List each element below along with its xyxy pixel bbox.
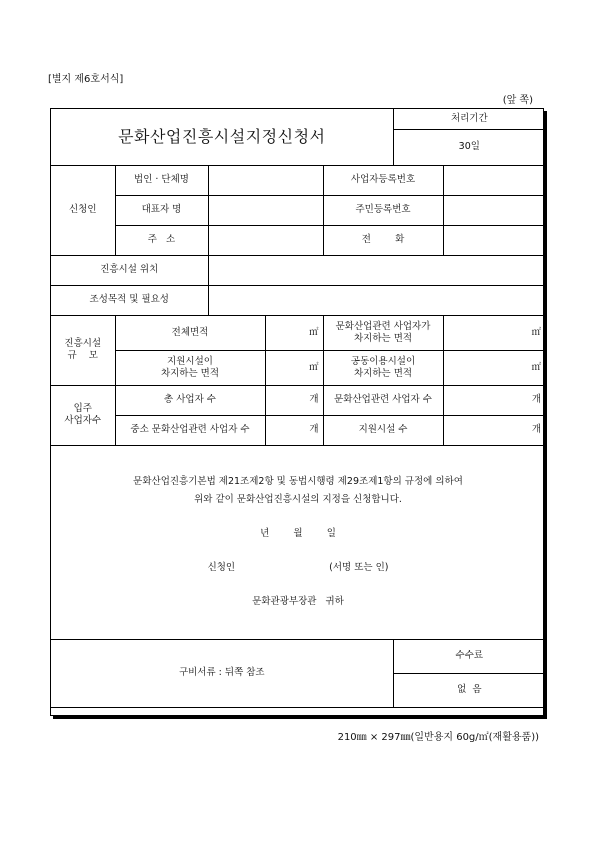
shared-area-field[interactable] [443,350,545,385]
rep-name-label: 대표자 명 [115,195,208,225]
address-label: 주 소 [115,225,208,255]
shared-area-label: 공동이용시설이 차지하는 면적 [323,350,443,385]
support-area-label: 지원시설이 차지하는 면적 [115,350,265,385]
declaration-applicant-label: 신청인 [207,562,236,574]
processing-period-value: 30일 [393,129,545,165]
phone-field[interactable] [443,225,545,255]
support-area-field[interactable] [265,350,323,385]
sme-tenants-label: 중소 문화산업관련 사업자 수 [115,415,265,445]
declaration-recipient: 문화관광부장관 귀하 [252,596,344,608]
related-tenants-field[interactable] [443,385,545,415]
related-tenants-label: 문화산업관련 사업자 수 [323,385,443,415]
total-area-field[interactable] [265,315,323,350]
tenants-label: 입주 사업자수 [51,385,115,445]
phone-label: 전 화 [323,225,443,255]
unit-count: 개 [531,424,542,436]
support-facilities-label: 지원시설 수 [323,415,443,445]
fee-value: 없 음 [393,673,545,707]
facility-location-field[interactable] [208,255,545,285]
biz-reg-no-label: 사업자등록번호 [323,165,443,195]
sme-tenants-field[interactable] [265,415,323,445]
application-form [50,108,544,716]
unit-sqm: ㎡ [308,361,319,373]
form-number-label: [별지 제6호서식] [48,74,124,85]
declaration-signature-label: (서명 또는 인) [329,562,389,574]
corp-name-label: 법인 · 단체명 [115,165,208,195]
applicant-label: 신청인 [51,165,115,255]
resident-no-label: 주민등록번호 [323,195,443,225]
total-tenants-label: 총 사업자 수 [115,385,265,415]
unit-count: 개 [531,394,542,406]
related-area-field[interactable] [443,315,545,350]
total-area-label: 전체면적 [115,315,265,350]
declaration-line2: 위와 같이 문화산업진흥시설의 지정을 신청합니다. [194,493,402,505]
corp-name-field[interactable] [208,165,323,195]
declaration-box [51,445,545,639]
declaration-line1: 문화산업진흥기본법 제21조제2항 및 동법시행령 제29조제1항의 규정에 의하여 [133,475,463,487]
resident-no-field[interactable] [443,195,545,225]
declaration-date: 년 월 일 [260,527,336,539]
attachments-label: 구비서류 : 뒤쪽 참조 [51,639,393,707]
unit-sqm: ㎡ [531,361,542,373]
form-title: 문화산업진흥시설지정신청서 [51,109,393,165]
fee-label: 수수료 [393,639,545,673]
address-field[interactable] [208,225,323,255]
purpose-label: 조성목적 및 필요성 [51,285,208,315]
biz-reg-no-field[interactable] [443,165,545,195]
processing-period-label: 처리기간 [393,109,545,129]
unit-sqm: ㎡ [531,326,542,338]
rep-name-field[interactable] [208,195,323,225]
page-side-label: (앞 쪽) [502,95,533,106]
unit-count: 개 [309,394,319,406]
unit-count: 개 [309,424,319,436]
unit-sqm: ㎡ [308,326,319,338]
facility-location-label: 진흥시설 위치 [51,255,208,285]
purpose-field[interactable] [208,285,545,315]
facility-scale-label: 진흥시설 규 모 [51,315,115,385]
paper-size-note: 210㎜ × 297㎜(일반용지 60g/㎡(재활용품)) [337,732,539,743]
declaration-signature-line[interactable] [53,559,543,577]
total-tenants-field[interactable] [265,385,323,415]
related-area-label: 문화산업관련 사업자가 차지하는 면적 [323,315,443,350]
support-facilities-field[interactable] [443,415,545,445]
form-table [51,109,545,708]
